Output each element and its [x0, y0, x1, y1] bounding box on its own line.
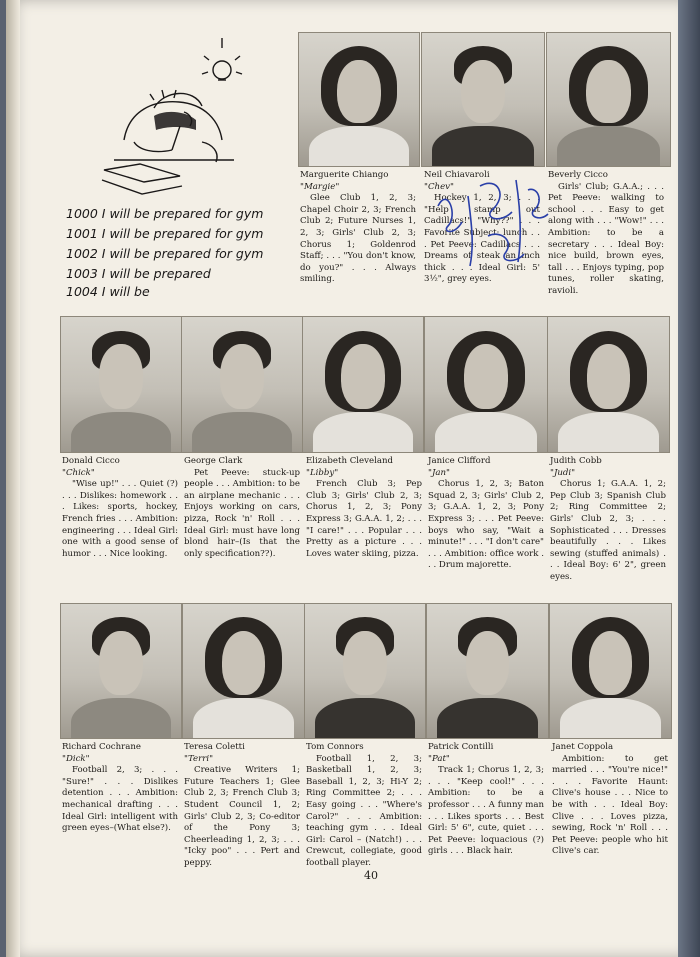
student-entry	[184, 456, 300, 560]
page-gutter	[6, 0, 20, 957]
student-photo	[182, 603, 305, 739]
student-bio: Chorus 1; G.A.A. 1, 2; Pep Club 3; Spanish Club 2; Ring Committee 2; Girls' Club 2, 3; . . . Sophisticated . . . Dresses beautifully . . . Likes sewing (stuffed animals) . . . Ideal Boy: 6' 2", green eyes.	[550, 479, 666, 582]
student-name: George Clark	[184, 456, 243, 466]
student-entry	[306, 742, 422, 870]
yearbook-page	[6, 0, 678, 957]
student-bio: Chorus 1, 2, 3; Baton Squad 2, 3; Girls' Club 2, 3; G.A.A. 1, 2, 3; Pony Express 3; . . . Pet Peeve: boys who say, "Wait a minute!" . . . "I don't care" . . . Ambition: office work . . . Drum majorette.	[428, 479, 544, 571]
student-name: Patrick Contilli	[428, 742, 494, 752]
student-photo	[547, 316, 670, 453]
student-entry	[428, 456, 544, 572]
student-bio: Glee Club 1, 2, 3; Chapel Choir 2, 3; French Club 2; Future Nurses 1, 2, 3; Girls' Club 2, 3; Chorus 1; Goldenrod Staff; . . . "You don't know, do you?" . . . Always smiling.	[300, 193, 416, 285]
student-writing-cartoon	[84, 30, 254, 200]
student-bio: Creative Writers 1; Future Teachers 1; Glee Club 2, 3; French Club 3; Student Council 1, 2; Girls' Club 2, 3; Co-editor of the Pony 3; Cheerleading 1, 2, 3; . . . "Icky poo" . . . Pert and peppy.	[184, 765, 300, 868]
student-bio: Ambition: to get married . . . "You're nice!" . . . Favorite Haunt: Clive's house . . . Nice to be with . . . Ideal Boy: Clive . . . Loves pizza, sewing, Rock 'n' Roll . . . Pet Peeve: people who hit Clive's car.	[552, 753, 668, 857]
student-name: Judith Cobb	[550, 456, 602, 466]
student-entry	[306, 456, 422, 560]
student-name: Teresa Coletti	[184, 742, 245, 752]
student-photo	[181, 316, 303, 453]
student-bio: Pet Peeve: stuck-up people . . . Ambition: to be an airplane mechanic . . . Enjoys working on cars, pizza, Rock 'n' Roll . . . Ideal Girl: must have long blond hair–(Is that the only specification??).	[184, 467, 300, 559]
student-photo	[302, 316, 424, 453]
student-entry	[184, 742, 300, 870]
student-nickname: "Margie"	[300, 181, 340, 192]
student-nickname: "Chick"	[62, 467, 95, 478]
student-bio: "Wise up!" . . . Quiet (?) . . . Dislikes: homework . . . Likes: sports, hockey, French fries . . . Ambition: engineering . . . Ideal Girl: one with a good sense of humor . . . Nice looking.	[62, 479, 178, 559]
scribble-line-4: 1003 I will be prepared	[66, 266, 211, 281]
student-entry	[548, 170, 664, 298]
student-nickname: "Judi"	[550, 467, 576, 478]
student-photo	[304, 603, 426, 739]
student-bio: Hockey 1, 2, 3; . . . "Help stamp out Cadillacs!" "Why??" . . . Favorite Subject: lunch . . . Pet Peeve: Cadillacs . . . Dreams of steak an inch thick . . . Ideal Girl: 5' 3½", grey eyes.	[424, 193, 540, 285]
student-nickname: "Chev"	[424, 181, 454, 192]
student-entry	[62, 456, 178, 560]
student-entry	[552, 742, 668, 858]
student-photo	[60, 316, 182, 453]
student-photo	[424, 316, 548, 453]
book-edge	[678, 0, 700, 957]
scribble-line-1: 1000 I will be prepared for gym	[66, 206, 264, 221]
scribble-line-5: 1004 I will be	[66, 284, 150, 299]
student-entry	[550, 456, 666, 584]
student-photo	[60, 603, 182, 739]
page-number: 40	[364, 869, 378, 882]
student-photo	[421, 32, 545, 167]
student-name: Richard Cochrane	[62, 742, 141, 752]
student-name: Elizabeth Cleveland	[306, 456, 393, 466]
student-name: Tom Connors	[306, 742, 364, 752]
student-nickname: "Dick"	[62, 753, 90, 764]
student-entry	[300, 170, 416, 286]
student-name: Janice Clifford	[428, 456, 491, 466]
student-nickname: "Jan"	[428, 467, 451, 478]
student-entry	[62, 742, 178, 835]
student-nickname: "Terri"	[184, 753, 214, 764]
student-bio: Track 1; Chorus 1, 2, 3; . . . "Keep cool!" . . . Ambition: to be a professor . . . A funny man . . . Likes sports . . . Best Girl: 5' 6", cute, quiet . . . Pet Peeve: loquacious (?) girls . . . Black hair.	[428, 765, 544, 857]
student-nickname: "Pat"	[428, 753, 450, 764]
student-name: Marguerite Chiango	[300, 170, 389, 180]
student-bio: Football 1, 2, 3; Basketball 1, 2, 3; Baseball 1, 2, 3; Hi-Y 2; Ring Committee 2; . . . Easy going . . . "Where's Carol?" . . . Ambition: teaching gym . . . Ideal Girl: Carol – (Natch!) . . . Crewcut, collegiate, good football player.	[306, 753, 422, 868]
student-name: Janet Coppola	[552, 742, 614, 752]
student-name: Beverly Cicco	[548, 170, 608, 180]
student-name: Neil Chiavaroli	[424, 170, 490, 180]
student-photo	[298, 32, 420, 167]
student-photo	[549, 603, 672, 739]
student-photo	[426, 603, 549, 739]
student-entry	[428, 742, 544, 858]
student-bio: Football 2, 3; . . . "Sure!" . . . Dislikes detention . . . Ambition: mechanical drafting . . . Ideal Girl: intelligent with green eyes–(What else?).	[62, 765, 178, 834]
student-bio: French Club 3; Pep Club 3; Girls' Club 2, 3; Chorus 1, 2, 3; Pony Express 3; G.A.A. 1, 2; . . . "I care!" . . . Popular . . . Pretty as a picture . . . Loves water skiing, pizza.	[306, 479, 422, 559]
scribble-line-2: 1001 I will be prepared for gym	[66, 226, 264, 241]
student-bio: Girls' Club; G.A.A.; . . . Pet Peeve: walking to school . . . Easy to get along with . . . "Wow!" . . . Ambition: to be a secretary . . . Ideal Boy: nice build, brown eyes, tall . . . Enjoys typing, pop tunes, roller skating, ravioli.	[548, 181, 664, 296]
student-name: Donald Cicco	[62, 456, 120, 466]
scribble-line-3: 1002 I will be prepared for gym	[66, 246, 264, 261]
student-entry	[424, 170, 540, 286]
student-nickname: "Libby"	[306, 467, 339, 478]
student-photo	[546, 32, 671, 167]
